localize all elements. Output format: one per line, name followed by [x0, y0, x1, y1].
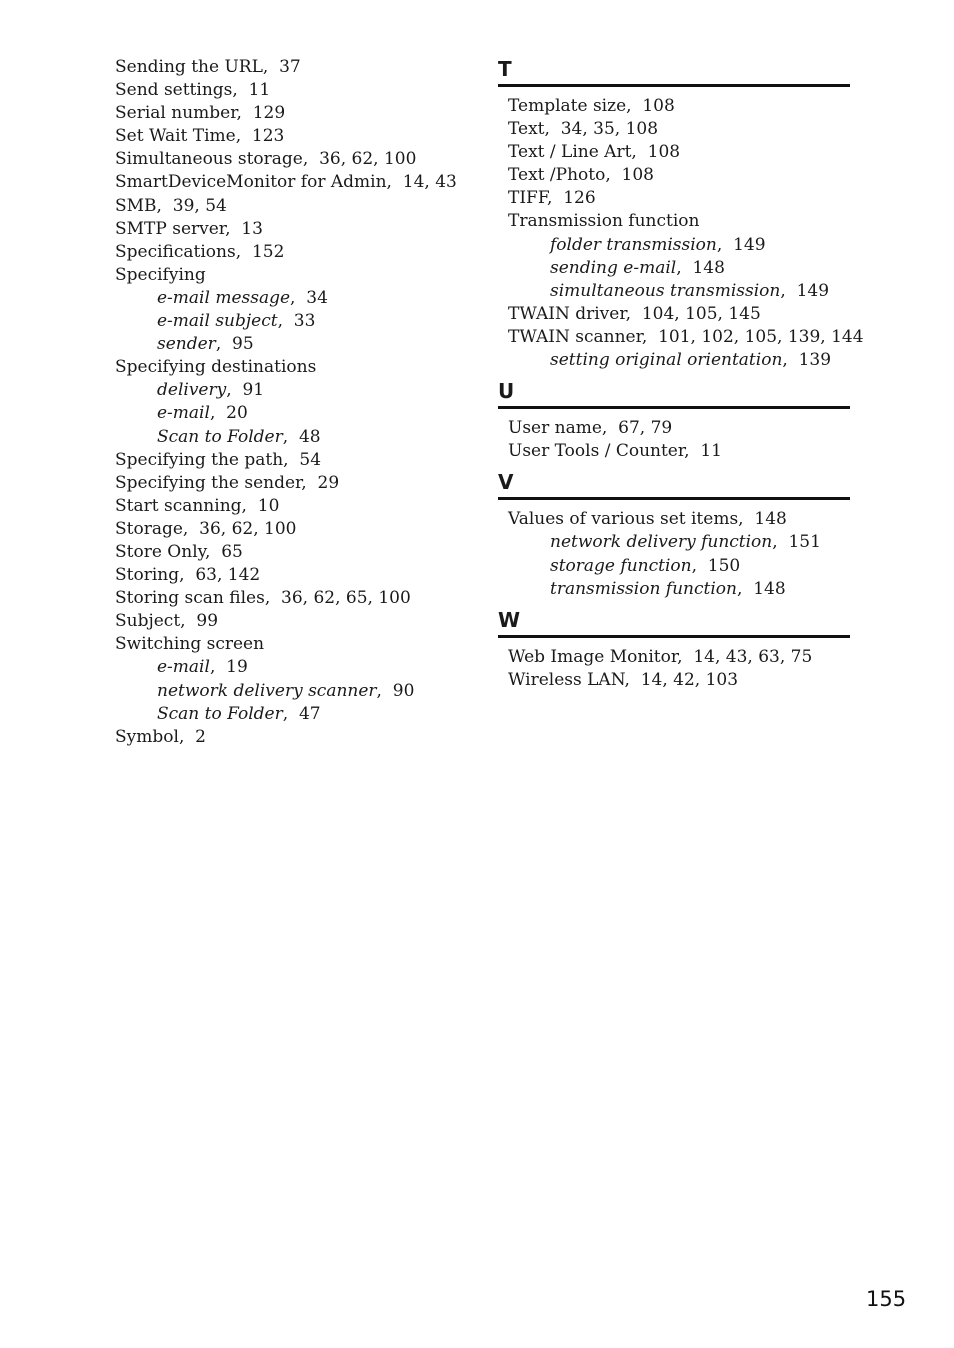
index-subentry-e-mail-subject: [115, 310, 475, 333]
index-entry-switching-screen: [115, 633, 475, 656]
index-subentry-network-delivery-function: [498, 531, 850, 554]
index-term: folder transmission: [550, 234, 717, 255]
index-term: e-mail subject: [157, 311, 278, 332]
section-letter-heading: U: [498, 378, 850, 409]
index-entry-serial-number: [115, 102, 475, 125]
index-entry-store-only: [115, 541, 475, 564]
index-page-refs: , 101, 102, 105, 139, 144: [642, 327, 864, 347]
index-term: Specifying destinations: [115, 357, 317, 378]
index-page-refs: , 90: [377, 681, 415, 701]
index-term: sending e-mail: [550, 257, 677, 278]
index-section-t: [498, 56, 864, 372]
index-entry-smtp-server: [115, 218, 475, 241]
index-term: SmartDeviceMonitor for Admin: [115, 172, 387, 193]
index-page-refs: , 67, 79: [602, 418, 672, 438]
index-page-refs: , 14, 42, 103: [625, 670, 739, 690]
section-letter-heading: T: [498, 56, 850, 87]
index-page-refs: , 63, 142: [179, 565, 260, 585]
index-page-refs: , 148: [676, 258, 725, 278]
index-term: storage function: [550, 555, 692, 576]
index-page-refs: , 19: [210, 657, 248, 677]
index-page-refs: , 36, 62, 65, 100: [265, 588, 411, 608]
index-entry-sending-the-url: [115, 56, 475, 79]
section-entries: [498, 417, 850, 463]
index-term: Store Only: [115, 541, 205, 562]
index-entry-specifying-destinations: [115, 356, 475, 379]
index-entry-text: [498, 118, 850, 141]
index-entry-smartdevicemonitor-for-admin: [115, 171, 475, 194]
index-page-refs: , 149: [717, 235, 766, 255]
index-term: Specifications: [115, 241, 236, 262]
index-page-refs: , 54: [283, 450, 321, 470]
index-entry-storing-scan-files: [115, 587, 475, 610]
index-term: Values of various set items: [508, 509, 739, 530]
index-subentry-folder-transmission: [498, 234, 850, 257]
index-subentry-e-mail: [115, 656, 475, 679]
index-term: TWAIN scanner: [508, 326, 642, 347]
index-page-refs: , 151: [772, 532, 821, 552]
index-subentry-simultaneous-transmission: [498, 280, 850, 303]
section-entries: [498, 646, 850, 692]
index-entry-text-line-art: [498, 141, 850, 164]
index-page-refs: , 36, 62, 100: [183, 519, 297, 539]
index-term: simultaneous transmission: [550, 280, 781, 301]
index-entry-specifying-the-path: [115, 449, 475, 472]
index-entry-send-settings: [115, 79, 475, 102]
index-page-refs: , 152: [236, 242, 285, 262]
index-page-refs: , 11: [232, 80, 270, 100]
index-term: SMB: [115, 195, 157, 216]
index-entry-symbol: [115, 726, 475, 749]
index-term: Start scanning: [115, 495, 242, 516]
index-page-refs: , 10: [242, 496, 280, 516]
index-entry-tiff: [498, 187, 850, 210]
index-page-refs: , 20: [210, 403, 248, 423]
index-term: Serial number: [115, 103, 237, 124]
index-term: Wireless LAN: [508, 669, 625, 690]
index-entry-specifying-the-sender: [115, 472, 475, 495]
index-page-refs: , 95: [216, 334, 254, 354]
index-subentry-sending-e-mail: [498, 257, 850, 280]
index-page-refs: , 47: [283, 704, 321, 724]
index-subentry-scan-to-folder: [115, 703, 475, 726]
index-page-refs: , 139: [782, 350, 831, 370]
index-entry-simultaneous-storage: [115, 148, 475, 171]
index-entry-specifying: [115, 264, 475, 287]
index-page-refs: , 123: [236, 126, 285, 146]
index-term: Simultaneous storage: [115, 149, 303, 170]
index-term: Set Wait Time: [115, 126, 236, 147]
index-entry-twain-driver: [498, 303, 850, 326]
index-term: SMTP server: [115, 218, 226, 239]
index-term: e-mail: [157, 657, 210, 678]
index-entry-subject: [115, 610, 475, 633]
index-page-refs: , 11: [684, 441, 722, 461]
index-subentry-delivery: [115, 379, 475, 402]
index-subentry-setting-original-orientation: [498, 349, 850, 372]
index-term: Text: [508, 119, 545, 140]
index-term: User Tools / Counter: [508, 441, 685, 462]
index-term: User name: [508, 418, 602, 439]
index-entry-storing: [115, 564, 475, 587]
index-page-refs: , 99: [180, 611, 218, 631]
index-page-refs: , 37: [263, 57, 301, 77]
index-term: Transmission function: [508, 211, 700, 232]
index-page-refs: , 150: [692, 556, 741, 576]
index-term: Scan to Folder: [157, 703, 283, 724]
index-entry-user-tools-counter: [498, 440, 850, 463]
index-page-refs: , 148: [738, 509, 787, 529]
index-page-refs: , 2: [179, 727, 206, 747]
index-term: Web Image Monitor: [508, 646, 678, 667]
index-term: TWAIN driver: [508, 303, 626, 324]
index-term: Specifying the path: [115, 449, 284, 470]
index-page-refs: , 39, 54: [157, 196, 227, 216]
index-term: setting original orientation: [550, 350, 783, 371]
index-term: network delivery function: [550, 532, 773, 553]
index-term: delivery: [157, 380, 227, 401]
index-term: Text /Photo: [508, 165, 606, 186]
index-entry-storage: [115, 518, 475, 541]
index-term: sender: [157, 334, 216, 355]
index-term: e-mail message: [157, 287, 291, 308]
index-entry-specifications: [115, 241, 475, 264]
index-entry-template-size: [498, 95, 850, 118]
section-entries: [498, 508, 850, 600]
index-term: Sending the URL: [115, 57, 263, 77]
section-entries: [498, 95, 864, 372]
index-page-refs: , 48: [283, 427, 321, 447]
index-entry-user-name: [498, 417, 850, 440]
index-page-refs: , 91: [226, 380, 264, 400]
index-term: Template size: [508, 96, 627, 116]
index-section-w: [498, 607, 850, 692]
index-page-refs: , 126: [547, 188, 596, 208]
index-entry-twain-scanner: [498, 326, 864, 349]
index-page-refs: , 34: [290, 288, 328, 308]
index-page-refs: , 36, 62, 100: [303, 149, 417, 169]
index-page-refs: , 65: [205, 542, 243, 562]
index-section-u: [498, 378, 850, 463]
index-page-refs: , 29: [301, 473, 339, 493]
index-term: Subject: [115, 611, 181, 632]
index-subentry-transmission-function: [498, 578, 850, 601]
index-entry-transmission-function: [498, 210, 850, 233]
index-page-refs: , 13: [225, 219, 263, 239]
index-term: network delivery scanner: [157, 680, 377, 701]
index-term: Storing: [115, 565, 180, 586]
section-letter-heading: V: [498, 469, 850, 500]
index-term: Storage: [115, 518, 183, 539]
index-term: transmission function: [550, 578, 737, 599]
index-page-refs: , 148: [737, 579, 786, 599]
page-number: 155: [866, 1287, 907, 1311]
index-page-refs: , 129: [236, 103, 285, 123]
index-term: Send settings: [115, 80, 233, 101]
index-subentry-e-mail-message: [115, 287, 475, 310]
index-subentry-sender: [115, 333, 475, 356]
index-entry-smb: [115, 195, 475, 218]
index-left-column: [115, 56, 475, 749]
index-term: Symbol: [115, 726, 179, 747]
index-subentry-scan-to-folder: [115, 426, 475, 449]
index-page-refs: , 149: [780, 281, 829, 301]
index-page-refs: , 104, 105, 145: [626, 304, 761, 324]
index-page-refs: , 14, 43, 63, 75: [677, 647, 812, 667]
index-subentry-e-mail: [115, 402, 475, 425]
index-section-v: [498, 469, 850, 600]
index-entry-web-image-monitor: [498, 646, 850, 669]
index-term: Switching screen: [115, 634, 265, 655]
index-page-refs: , 108: [631, 142, 680, 162]
index-page-refs: , 108: [626, 96, 675, 116]
index-page-refs: , 14, 43: [387, 172, 457, 192]
index-entry-set-wait-time: [115, 125, 475, 148]
index-term: Specifying: [115, 264, 206, 285]
index-entry-start-scanning: [115, 495, 475, 518]
index-subentry-storage-function: [498, 555, 850, 578]
index-term: TIFF: [508, 188, 547, 209]
index-term: Storing scan files: [115, 588, 265, 609]
index-page-refs: , 108: [605, 165, 654, 185]
index-term: Specifying the sender: [115, 472, 302, 493]
index-term: Text / Line Art: [508, 142, 632, 163]
index-entry-text-photo: [498, 164, 850, 187]
section-letter-heading: W: [498, 607, 850, 638]
index-page-refs: , 34, 35, 108: [545, 119, 659, 139]
index-entry-values-of-various-set-items: [498, 508, 850, 531]
index-page-refs: , 33: [278, 311, 316, 331]
index-term: Scan to Folder: [157, 426, 283, 447]
index-subentry-network-delivery-scanner: [115, 680, 475, 703]
index-right-column: [498, 56, 864, 692]
index-term: e-mail: [157, 403, 210, 424]
index-entry-wireless-lan: [498, 669, 850, 692]
